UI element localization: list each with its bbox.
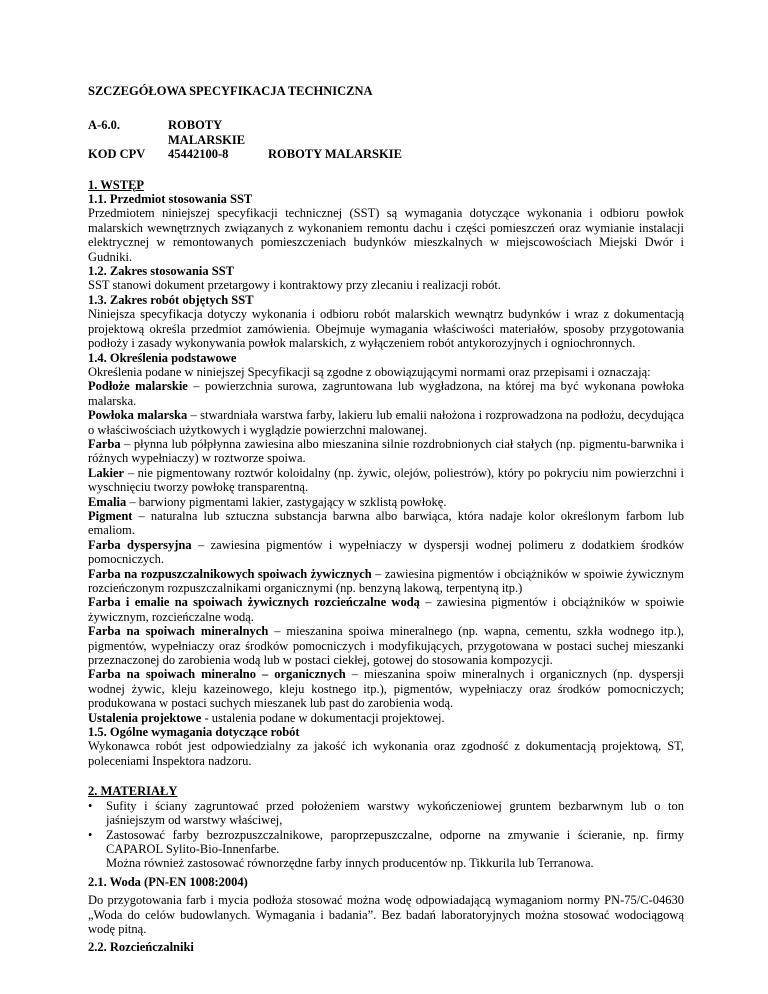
subsection-heading: 1.5. Ogólne wymagania dotyczące robót (88, 725, 300, 740)
definition-text: – zawiesina pigmentów i obciążników w spoiwie żywicznym rozcieńczonym rozpuszczalnikami organicznymi (np. benzyną lakową, terpentyną itp.) (88, 566, 684, 595)
subsection-heading: 2.1. Woda (PN-EN 1008:2004) (88, 874, 248, 889)
definition-text: – zawiesina pigmentów i wypełniaczy w dyspersji wodnej polimeru z dodatkiem środków pomocniczych. (88, 537, 684, 567)
definition-term: Pigment (88, 508, 133, 523)
paragraph: Niniejsza specyfikacja dotyczy wykonania i odbioru robót malarskich wewnątrz budynków i wraz z dokumentacją projektową określa przedmiot zamówienia. Obejmuje wymagania właściwości materiałów, sposoby przygotowania podłoży i zasady wykonywania powłok malarskich, z wyłączeniem robót antykorozyjnych i ogniochronnych. (88, 307, 684, 351)
definition-term: Podłoże malarskie (88, 379, 188, 394)
definition-term: Farba dyspersyjna (88, 537, 192, 552)
subsection-heading: 1.4. Określenia podstawowe (88, 350, 237, 365)
definition-text: – mieszanina spoiwa mineralnego (np. wapna, cementu, szkła wodnego itp.), pigmentów, wypełniaczy oraz środków pomocniczych i modyfikujących, przygotowana w postaci suchej mieszanki przeznaczonej do zarobienia wodą lub w postaci ciekłej, gotowej do stosowania kompozycji. (88, 624, 685, 668)
code-label: A-6.0. (88, 118, 120, 133)
definition (88, 595, 684, 624)
definition-text: – płynna lub półpłynna zawiesina albo mieszanina silnie rozdrobnionych ciał stałych (np. pigmentu-barwnika i różnych wypełniaczy) w roztworze spoiwa. (88, 436, 684, 466)
definition (88, 567, 684, 596)
paragraph: SST stanowi dokument przetargowy i kontraktowy przy zlecaniu i realizacji robót. (88, 278, 501, 293)
list-item-text: Zastosować farby bezrozpuszczalnikowe, paroprzepuszczalne, odporne na zmywanie i ścieranie, np. firmy CAPAROL Sylito-Bio-Innenfarbe. (106, 827, 684, 856)
paragraph: Przedmiotem niniejszej specyfikacji technicznej (SST) są wymagania dotyczące wykonania i odbioru powłok malarskich wewnętrznych związanych z wykonaniem remontu dachu i części pomieszczeń oraz wymianie instalacji elektrycznej w remontowanych pomieszczeniach budynków mieszkalnych w miejscowościach Miejski Dwór i Gudniki. (88, 206, 684, 264)
subsection-heading: 2.2. Rozcieńczalniki (88, 940, 194, 955)
list-item (88, 799, 684, 828)
definition-text: - ustalenia podane w dokumentacji projektowej. (201, 710, 445, 725)
document-title: SZCZEGÓŁOWA SPECYFIKACJA TECHNICZNA (88, 84, 373, 98)
definition-term: Powłoka malarska (88, 408, 188, 423)
definition-text: – barwiony pigmentami lakier, zastygający w szklistą powłokę. (126, 494, 447, 509)
code-row (88, 147, 684, 161)
subsection-heading: 1.1. Przedmiot stosowania SST (88, 192, 253, 207)
definition (88, 466, 684, 495)
definition-term: Emalia (88, 494, 127, 509)
definition (88, 624, 684, 667)
definition-text: – naturalna lub sztuczna substancja barwna albo barwiąca, która nadaje kolor określonym farbom lub emaliom. (88, 508, 684, 538)
definition (88, 667, 684, 710)
code-label: KOD CPV (88, 147, 146, 162)
definition (88, 711, 684, 725)
definition (88, 408, 684, 437)
section-heading-intro: 1. WSTĘP (88, 177, 145, 192)
definition-term: Farba na spoiwach mineralno – organicznych (88, 667, 346, 682)
bullet-icon: • (88, 827, 93, 842)
note-paragraph: Można również zastosować równorzędne farby innych producentów np. Tikkurila lub Terranowa. (106, 856, 594, 871)
code-value: 45442100-8 (168, 147, 229, 162)
definition (88, 495, 684, 509)
definition (88, 509, 684, 538)
definition-term: Farba (88, 436, 121, 451)
subsection-heading: 1.2. Zakres stosowania SST (88, 264, 234, 279)
definition-text: – powierzchnia surowa, zagruntowana lub wygładzona, na której ma być wykonana powłoka malarska. (88, 379, 684, 408)
definition-text: – nie pigmentowany roztwór koloidalny (np. żywic, olejów, poliestrów), który po pokryciu nim powierzchni i wyschnięciu tworzy powłokę transparentną. (88, 465, 684, 495)
definition-term: Lakier (88, 465, 125, 480)
definition-text: – stwardniała warstwa farby, lakieru lub emalii nałożona i rozprowadzona na podłożu, decydująca o właściwościach użytkowych i wyglądzie powierzchni malowanej. (88, 408, 684, 437)
code-row (88, 118, 684, 147)
list-item (88, 828, 684, 857)
definition (88, 379, 684, 408)
materials-list (88, 799, 684, 857)
list-item-text: Sufity i ściany zagruntować przed położeniem warstwy wykończeniowej gruntem bezbarwnym lub o ton jaśniejszym od warstwy właściwej, (106, 798, 684, 828)
spacer (88, 768, 684, 784)
paragraph: Wykonawca robót jest odpowiedzialny za jakość ich wykonania oraz zgodność z dokumentacją projektową, ST, poleceniami Inspektora nadzoru. (88, 739, 684, 768)
definition-term: Farba i emalie na spoiwach żywicznych rozcieńczalne wodą (88, 595, 420, 610)
section-heading-materials: 2. MATERIAŁY (88, 784, 178, 799)
definition-term: Farba na rozpuszczalnikowych spoiwach żywicznych (88, 566, 372, 581)
definitions-list (88, 379, 684, 725)
subsection-heading: 1.3. Zakres robót objętych SST (88, 292, 254, 307)
paragraph: Określenia podane w niniejszej Specyfikacji są zgodne z obowiązującymi normami oraz przepisami i oznaczają: (88, 364, 651, 379)
definition-term: Ustalenia projektowe (88, 710, 202, 725)
definition-term: Farba na spoiwach mineralnych (88, 624, 269, 639)
definition-text: – mieszanina spoiw mineralnych i organicznych (np. dyspersji wodnej żywic, kleju kazeinowego, kleju kostnego itp.), pigmentów, wypełniaczy oraz środków pomocniczych; produkowana w postaci suchych mieszanek lub past do zarobienia wodą. (88, 667, 684, 711)
paragraph: Do przygotowania farb i mycia podłoża stosować można wodę odpowiadającą wymaganiom normy PN-75/C-04630 „Woda do celów budowlanych. Wymagania i badania”. Bez badań laboratoryjnych można stosować wodociągową wodę pitną. (88, 893, 684, 936)
code-description: ROBOTY MALARSKIE (268, 147, 402, 162)
bullet-icon: • (88, 798, 93, 813)
code-table (88, 118, 684, 161)
code-value: ROBOTY MALARSKIE (168, 118, 246, 147)
definition (88, 437, 684, 466)
definition (88, 538, 684, 567)
definition-text: – zawiesina pigmentów i obciążników w spoiwie żywicznym, rozcieńczalne wodą. (88, 595, 684, 624)
